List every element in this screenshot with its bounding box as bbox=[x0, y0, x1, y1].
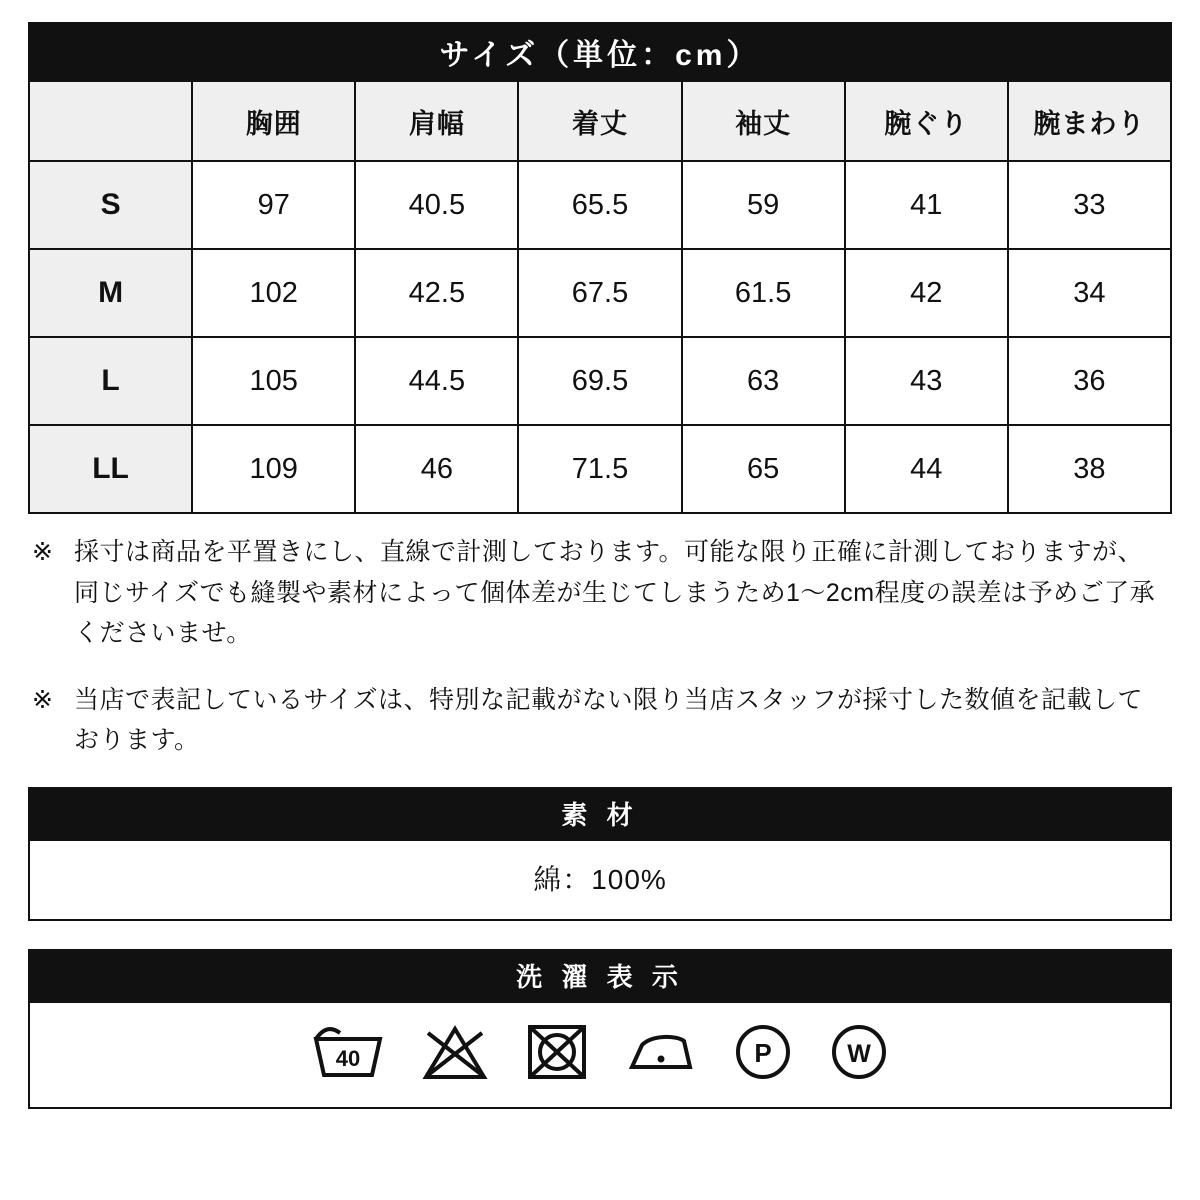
cell-length: 67.5 bbox=[518, 249, 681, 337]
table-row bbox=[29, 161, 1171, 249]
cell-armhole: 43 bbox=[845, 337, 1008, 425]
row-head-size: L bbox=[29, 337, 192, 425]
note-mark: ※ bbox=[32, 538, 54, 566]
table-row bbox=[29, 425, 1171, 513]
size-table-header-row bbox=[29, 81, 1171, 161]
note-item bbox=[32, 680, 1168, 761]
material-value: 綿：100% bbox=[30, 841, 1170, 919]
cell-arm-circumference: 36 bbox=[1008, 337, 1171, 425]
measurement-notes bbox=[28, 532, 1172, 761]
cell-shoulder: 42.5 bbox=[355, 249, 518, 337]
dry-clean-letter: P bbox=[754, 1038, 772, 1068]
cell-arm-circumference: 38 bbox=[1008, 425, 1171, 513]
col-head-shoulder: 肩幅 bbox=[355, 81, 518, 161]
cell-sleeve: 61.5 bbox=[682, 249, 845, 337]
col-head-arm-circumference: 腕まわり bbox=[1008, 81, 1171, 161]
cell-bust: 97 bbox=[192, 161, 355, 249]
cell-shoulder: 40.5 bbox=[355, 161, 518, 249]
cell-bust: 105 bbox=[192, 337, 355, 425]
wet-clean-w-icon bbox=[828, 1021, 890, 1088]
material-title: 素 材 bbox=[30, 789, 1170, 841]
cell-arm-circumference: 33 bbox=[1008, 161, 1171, 249]
row-head-size: M bbox=[29, 249, 192, 337]
cell-armhole: 42 bbox=[845, 249, 1008, 337]
table-row bbox=[29, 249, 1171, 337]
no-bleach-icon bbox=[420, 1021, 490, 1088]
cell-bust: 102 bbox=[192, 249, 355, 337]
col-head-sleeve: 袖丈 bbox=[682, 81, 845, 161]
iron-low-icon bbox=[624, 1021, 698, 1088]
cell-armhole: 44 bbox=[845, 425, 1008, 513]
col-head-length: 着丈 bbox=[518, 81, 681, 161]
col-head-bust: 胸囲 bbox=[192, 81, 355, 161]
cell-length: 69.5 bbox=[518, 337, 681, 425]
cell-sleeve: 65 bbox=[682, 425, 845, 513]
block-spacer bbox=[28, 921, 1172, 943]
cell-shoulder: 46 bbox=[355, 425, 518, 513]
no-tumble-dry-icon bbox=[524, 1021, 590, 1088]
dry-clean-p-icon bbox=[732, 1021, 794, 1088]
size-table bbox=[28, 22, 1172, 514]
col-head-blank bbox=[29, 81, 192, 161]
care-block bbox=[28, 949, 1172, 1109]
cell-arm-circumference: 34 bbox=[1008, 249, 1171, 337]
row-head-size: LL bbox=[29, 425, 192, 513]
size-table-title: サイズ（単位：cm） bbox=[29, 23, 1171, 81]
cell-bust: 109 bbox=[192, 425, 355, 513]
cell-length: 71.5 bbox=[518, 425, 681, 513]
note-text: 採寸は商品を平置きにし、直線で計測しております。可能な限り正確に計測しておりますが、同じサイズでも縫製や素材によって個体差が生じてしまうため1〜2cm程度の誤差は予めご了承くださいませ。 bbox=[74, 538, 1156, 647]
cell-shoulder: 44.5 bbox=[355, 337, 518, 425]
care-icon-row bbox=[30, 1003, 1170, 1107]
size-table-title-row bbox=[29, 23, 1171, 81]
care-title: 洗 濯 表 示 bbox=[30, 951, 1170, 1003]
table-row bbox=[29, 337, 1171, 425]
row-head-size: S bbox=[29, 161, 192, 249]
cell-sleeve: 59 bbox=[682, 161, 845, 249]
cell-sleeve: 63 bbox=[682, 337, 845, 425]
note-item bbox=[32, 532, 1168, 654]
note-text: 当店で表記しているサイズは、特別な記載がない限り当店スタッフが採寸した数値を記載しております。 bbox=[74, 685, 1144, 754]
wet-clean-letter: W bbox=[847, 1040, 871, 1068]
note-mark: ※ bbox=[32, 685, 54, 714]
cell-length: 65.5 bbox=[518, 161, 681, 249]
cell-armhole: 41 bbox=[845, 161, 1008, 249]
col-head-armhole: 腕ぐり bbox=[845, 81, 1008, 161]
wash-40-icon bbox=[310, 1021, 386, 1088]
wash-temp-label: 40 bbox=[335, 1046, 361, 1071]
material-block bbox=[28, 787, 1172, 921]
